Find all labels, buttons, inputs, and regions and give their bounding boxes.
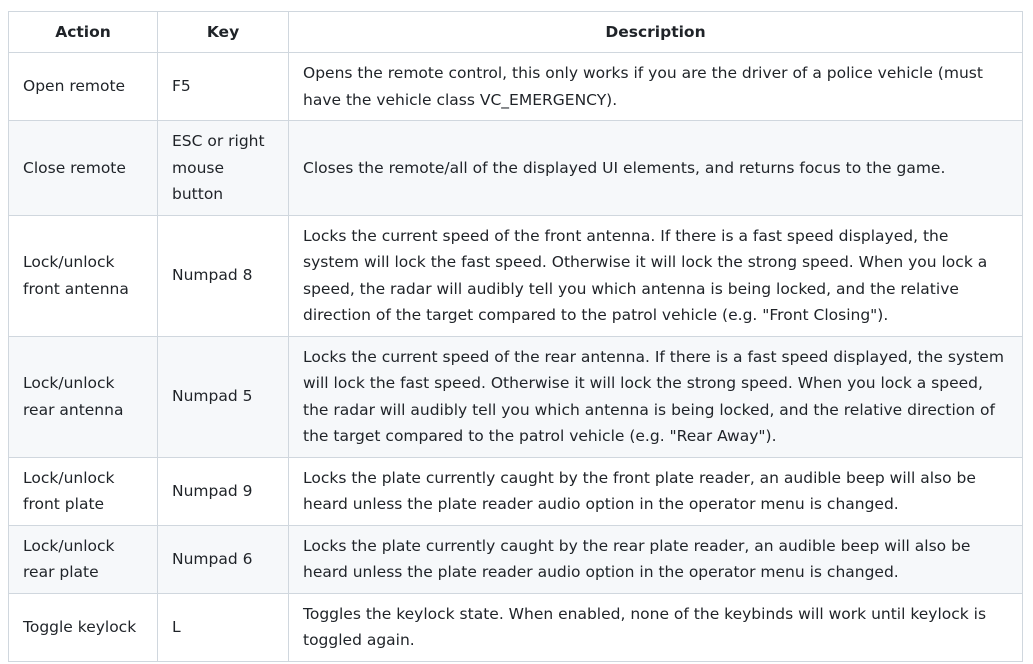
header-row	[9, 12, 1023, 53]
key-cell: F5	[158, 53, 289, 121]
table-row	[9, 593, 1023, 661]
key-cell: Numpad 6	[158, 525, 289, 593]
description-cell: Locks the current speed of the front antenna. If there is a fast speed displayed, the system will lock the fast speed. Otherwise it will lock the strong speed. When you lock a speed, the radar will audibly tell you which antenna is being locked, and the relative direction of the target compared to the patrol vehicle (e.g. "Front Closing").	[289, 215, 1023, 336]
key-cell: Numpad 8	[158, 215, 289, 336]
action-cell: Lock/unlock rear plate	[9, 525, 158, 593]
keybinds-table-container	[8, 11, 1023, 662]
description-cell: Locks the current speed of the rear antenna. If there is a fast speed displayed, the system will lock the fast speed. Otherwise it will lock the strong speed. When you lock a speed, the radar will audibly tell you which antenna is being locked, and the relative direction of the target compared to the patrol vehicle (e.g. "Rear Away").	[289, 336, 1023, 457]
action-cell: Lock/unlock rear antenna	[9, 336, 158, 457]
key-cell: Numpad 9	[158, 457, 289, 525]
keybinds-table	[8, 11, 1023, 662]
key-cell: Numpad 5	[158, 336, 289, 457]
key-cell: L	[158, 593, 289, 661]
action-cell: Lock/unlock front antenna	[9, 215, 158, 336]
table-row	[9, 53, 1023, 121]
header-description: Description	[289, 12, 1023, 53]
action-cell: Toggle keylock	[9, 593, 158, 661]
table-row	[9, 121, 1023, 216]
header-key: Key	[158, 12, 289, 53]
header-action: Action	[9, 12, 158, 53]
table-header	[9, 12, 1023, 53]
action-cell: Close remote	[9, 121, 158, 216]
table-row	[9, 457, 1023, 525]
description-cell: Closes the remote/all of the displayed UI elements, and returns focus to the game.	[289, 121, 1023, 216]
description-cell: Toggles the keylock state. When enabled, none of the keybinds will work until keylock is toggled again.	[289, 593, 1023, 661]
action-cell: Open remote	[9, 53, 158, 121]
key-cell: ESC or right mouse button	[158, 121, 289, 216]
description-cell: Locks the plate currently caught by the front plate reader, an audible beep will also be heard unless the plate reader audio option in the operator menu is changed.	[289, 457, 1023, 525]
table-row	[9, 336, 1023, 457]
action-cell: Lock/unlock front plate	[9, 457, 158, 525]
table-body	[9, 53, 1023, 662]
description-cell: Opens the remote control, this only works if you are the driver of a police vehicle (must have the vehicle class VC_EMERGENCY).	[289, 53, 1023, 121]
table-row	[9, 525, 1023, 593]
description-cell: Locks the plate currently caught by the rear plate reader, an audible beep will also be heard unless the plate reader audio option in the operator menu is changed.	[289, 525, 1023, 593]
table-row	[9, 215, 1023, 336]
